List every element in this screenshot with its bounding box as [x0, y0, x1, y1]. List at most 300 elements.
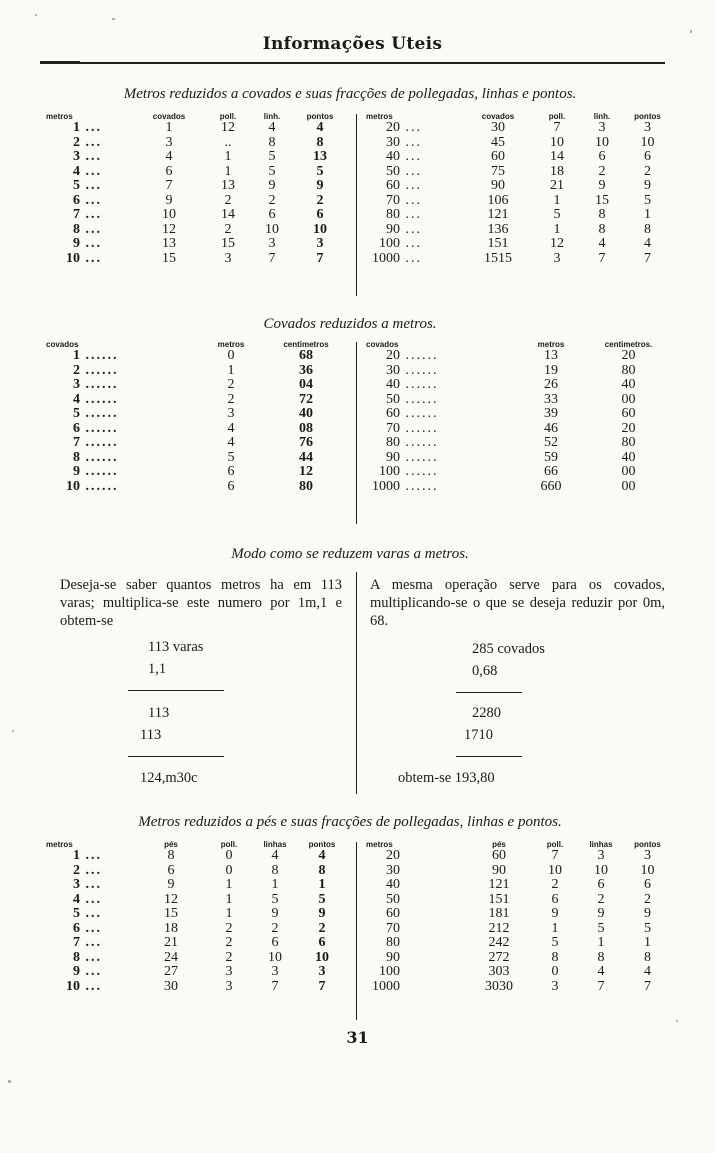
table-cell: 8 — [318, 862, 326, 878]
table-row — [366, 237, 671, 252]
row-label-cell — [366, 922, 466, 937]
section-title-metros-covados: Metros reduzidos a covados e suas fracções de pollegadas, linhas e pontos. — [123, 86, 577, 102]
table-row — [366, 393, 671, 408]
table-cell: 7 — [597, 978, 605, 994]
table-cell: 10 — [268, 949, 282, 965]
table-cell: 1 — [225, 877, 233, 892]
row-label: 40 — [386, 377, 400, 392]
row-label-cell — [46, 907, 136, 922]
section-title-metros-pes: Metros reduzidos a pés e suas fracções de pollegadas, linhas e pontos. — [138, 814, 562, 830]
row-label-cell — [46, 136, 132, 151]
row-label-cell — [366, 893, 466, 908]
table-cell: 3 — [644, 848, 651, 863]
row-label: 10 — [66, 250, 80, 266]
row-label-cell — [46, 223, 132, 238]
table-cell: 27 — [164, 964, 178, 979]
table-row — [46, 907, 346, 922]
table-cell: 3 — [597, 848, 605, 863]
table-cell: 136 — [487, 221, 509, 237]
table-cell: 4 — [316, 120, 324, 135]
table-cell: 6 — [227, 464, 235, 479]
table-cell: 3 — [227, 406, 235, 421]
row-label: 6 — [73, 920, 80, 936]
leader-dots: ... — [400, 207, 422, 222]
row-label-cell — [46, 965, 136, 980]
leader-dots: ...... — [80, 406, 119, 421]
row-label: 3 — [73, 377, 80, 392]
row-label-cell — [366, 936, 466, 951]
table-cell: 04 — [299, 377, 313, 392]
table-cell: 7 — [551, 848, 559, 863]
table-cell: 7 — [268, 250, 276, 266]
table-cell: 12 — [164, 891, 178, 907]
row-label-cell — [46, 393, 196, 408]
table-row — [46, 136, 346, 151]
leader-dots: ...... — [400, 478, 439, 494]
row-label-cell — [366, 393, 516, 408]
page-number: 31 — [346, 1028, 369, 1047]
table-cell: 6 — [167, 862, 175, 878]
row-label-cell — [366, 208, 462, 223]
table-cell: 151 — [487, 236, 509, 251]
table-row — [366, 864, 671, 879]
table-cell: 5 — [553, 207, 561, 222]
table-cell: 45 — [491, 134, 505, 150]
table-cell: 14 — [221, 207, 235, 222]
row-label: 1 — [73, 120, 80, 135]
table-row — [46, 121, 346, 136]
leader-dots: ...... — [400, 391, 439, 407]
leader-dots: ... — [80, 178, 102, 193]
table-cell: 2 — [224, 192, 232, 208]
page-header — [40, 26, 665, 64]
table-cell: 60 — [492, 848, 506, 863]
row-label-cell — [366, 194, 462, 209]
table-cell: 6 — [551, 891, 559, 907]
table-cell: 39 — [544, 406, 558, 421]
table-cell: 9 — [268, 178, 276, 193]
leader-dots: ...... — [400, 377, 439, 392]
calc-rule — [128, 690, 224, 691]
table-cell: 00 — [621, 391, 636, 407]
row-label-cell — [46, 878, 136, 893]
leader-dots: ... — [80, 978, 102, 994]
table-cell: 7 — [165, 178, 173, 193]
table-cell: 33 — [544, 391, 558, 407]
row-label-cell — [46, 980, 136, 995]
row-label: 30 — [386, 862, 400, 878]
table-cell: 3 — [165, 134, 173, 150]
table-cell: 1 — [553, 221, 561, 237]
table-cell: 2 — [318, 920, 326, 936]
table-cell: 21 — [164, 935, 178, 950]
table-covados-metros — [30, 338, 675, 528]
table-cell: 8 — [167, 848, 175, 863]
calc-right-line-1: 285 covados — [472, 641, 545, 657]
leader-dots: ... — [80, 848, 102, 863]
row-label: 9 — [73, 464, 80, 479]
table-row — [46, 364, 346, 379]
leader-dots: ...... — [80, 362, 119, 378]
table-cell: 80 — [621, 435, 636, 450]
table-cell: 60 — [621, 406, 636, 421]
calc-rule — [456, 756, 522, 757]
table-cell: 10 — [315, 949, 329, 965]
row-label-cell — [366, 364, 516, 379]
row-label: 30 — [386, 362, 400, 378]
leader-dots: ... — [80, 935, 102, 950]
table-cell: 44 — [299, 449, 313, 465]
table-row — [366, 849, 671, 864]
table-cell: 6 — [598, 149, 606, 164]
table-cell: 1 — [644, 207, 651, 222]
table-row — [366, 179, 671, 194]
column-header: covados — [46, 340, 79, 349]
table-cell: 3030 — [485, 978, 513, 994]
table-cell: 40 — [299, 406, 313, 421]
row-label: 30 — [386, 134, 400, 150]
table-cell: 6 — [318, 935, 326, 950]
column-header: pontos — [308, 840, 336, 849]
column-header: metros — [46, 840, 73, 849]
table-cell: 6 — [227, 478, 235, 494]
table-cell: 21 — [550, 178, 564, 193]
table-cell: 3 — [225, 978, 233, 994]
table-cell: 3 — [316, 236, 324, 251]
table-left-half — [46, 838, 346, 994]
table-row — [46, 422, 346, 437]
table-cell: 6 — [268, 207, 276, 222]
table-cell: 6 — [271, 935, 279, 950]
leader-dots: ... — [80, 891, 102, 907]
table-cell: 2 — [225, 935, 233, 950]
table-metros-covados — [30, 110, 675, 300]
table-cell: 13 — [544, 348, 558, 363]
leader-dots: ...... — [80, 449, 119, 465]
table-cell: 5 — [318, 891, 326, 907]
table-cell: 3 — [551, 978, 559, 994]
leader-dots: ...... — [80, 464, 119, 479]
row-label-cell — [46, 436, 196, 451]
table-cell: 1 — [165, 120, 173, 135]
table-cell: 121 — [488, 877, 510, 892]
table-cell: 10 — [550, 134, 564, 150]
leader-dots: ... — [400, 120, 422, 135]
row-label-cell — [366, 252, 462, 267]
leader-dots: ...... — [400, 464, 439, 479]
row-label: 2 — [73, 134, 80, 150]
leader-dots: ... — [400, 163, 422, 179]
table-cell: 15 — [164, 906, 178, 921]
table-cell: 6 — [597, 877, 605, 892]
calc-right-result: obtem-se 193,80 — [398, 770, 495, 786]
table-cell: 18 — [550, 163, 564, 179]
row-label: 1000 — [372, 250, 400, 266]
table-cell: 2 — [644, 163, 651, 179]
row-label: 20 — [386, 120, 400, 135]
table-row — [46, 407, 346, 422]
table-cell: 1 — [225, 891, 233, 907]
row-label-cell — [366, 451, 516, 466]
leader-dots: ... — [400, 250, 422, 266]
table-cell: 5 — [644, 192, 651, 208]
row-label-cell — [46, 893, 136, 908]
table-cell: 26 — [544, 377, 558, 392]
table-cell: 4 — [644, 236, 651, 251]
table-row — [46, 194, 346, 209]
table-cell: 10 — [594, 862, 608, 878]
table-cell: 8 — [644, 949, 651, 965]
table-cell: 8 — [551, 949, 559, 965]
table-cell: 9 — [165, 192, 173, 208]
table-row — [46, 465, 346, 480]
table-row — [366, 980, 671, 995]
table-cell: 4 — [318, 848, 326, 863]
table-cell: 212 — [488, 920, 510, 936]
table-row — [46, 223, 346, 238]
table-row — [366, 465, 671, 480]
leader-dots: ... — [80, 221, 102, 237]
table-cell: 76 — [299, 435, 313, 450]
table-cell: 151 — [488, 891, 510, 907]
row-label: 20 — [386, 848, 400, 863]
row-label-cell — [46, 951, 136, 966]
leader-dots: ... — [80, 964, 102, 979]
table-cell: 4 — [271, 848, 279, 863]
row-label-cell — [46, 121, 132, 136]
table-cell: 0 — [225, 848, 233, 863]
table-row — [366, 965, 671, 980]
row-label-cell — [366, 436, 516, 451]
leader-dots: ...... — [400, 362, 439, 378]
table-cell: 106 — [487, 192, 509, 208]
table-cell: 0 — [227, 348, 235, 363]
row-label: 10 — [66, 978, 80, 994]
table-cell: 18 — [164, 920, 178, 936]
table-cell: 2 — [271, 920, 279, 936]
row-label: 70 — [386, 192, 400, 208]
table-cell: 3 — [225, 964, 233, 979]
table-cell: 12 — [221, 120, 235, 135]
table-row — [46, 436, 346, 451]
table-cell: 3 — [318, 964, 326, 979]
table-cell: 15 — [162, 250, 176, 266]
row-label: 4 — [73, 891, 80, 907]
row-label: 6 — [73, 192, 80, 208]
calc-left-result: 124,m30c — [140, 770, 198, 786]
table-cell: 13 — [162, 236, 176, 251]
paper-speck — [112, 18, 115, 20]
row-label: 100 — [379, 964, 400, 979]
row-label-cell — [366, 465, 516, 480]
table-cell: 8 — [597, 949, 605, 965]
table-cell: 9 — [318, 906, 326, 921]
table-row — [366, 208, 671, 223]
table-cell: 9 — [597, 906, 605, 921]
row-label-cell — [366, 480, 516, 495]
table-right-half — [366, 338, 671, 494]
leader-dots: ...... — [400, 406, 439, 421]
paper-speck — [35, 14, 37, 16]
table-cell: 12 — [162, 221, 176, 237]
table-row — [366, 893, 671, 908]
column-header: metros — [46, 112, 73, 121]
table-row — [46, 480, 346, 495]
column-header: pés — [492, 840, 506, 849]
table-cell: 1 — [225, 906, 233, 921]
table-row — [46, 393, 346, 408]
row-label-cell — [46, 179, 132, 194]
table-row — [46, 980, 346, 995]
row-label: 8 — [73, 221, 80, 237]
row-label-cell — [46, 349, 196, 364]
calc-right-line-4: 1710 — [464, 727, 493, 743]
table-cell: 1 — [271, 877, 279, 892]
row-label-cell — [46, 849, 136, 864]
row-label-cell — [366, 165, 462, 180]
row-label: 100 — [379, 236, 400, 251]
table-cell: 14 — [550, 149, 564, 164]
row-label: 5 — [73, 906, 80, 921]
row-label: 8 — [73, 449, 80, 465]
column-header: metros — [366, 112, 393, 121]
leader-dots: ... — [80, 862, 102, 878]
table-left-half — [46, 338, 346, 494]
row-label-cell — [366, 150, 462, 165]
row-label-cell — [46, 378, 196, 393]
leader-dots: ...... — [80, 478, 119, 494]
table-cell: 9 — [644, 178, 651, 193]
leader-dots: ... — [80, 134, 102, 150]
calc-left-line-3: 113 — [148, 705, 170, 721]
table-row — [366, 407, 671, 422]
table-cell: 8 — [268, 134, 276, 150]
table-cell: 1 — [224, 149, 232, 164]
table-row — [46, 951, 346, 966]
table-row — [46, 864, 346, 879]
table-cell: 8 — [271, 862, 279, 878]
table-row — [46, 965, 346, 980]
table-cell: 6 — [165, 163, 173, 179]
row-label-cell — [366, 136, 462, 151]
leader-dots: ... — [400, 221, 422, 237]
row-label-cell — [46, 936, 136, 951]
table-cell: 5 — [227, 449, 235, 465]
table-cell: 9 — [644, 906, 651, 921]
table-cell: 13 — [221, 178, 235, 193]
paper-speck — [12, 730, 14, 732]
column-header: covados — [366, 340, 399, 349]
table-cell: 10 — [265, 221, 279, 237]
table-cell: 20 — [621, 348, 636, 363]
row-label-cell — [366, 965, 466, 980]
table-cell: 4 — [165, 149, 173, 164]
table-cell: 7 — [644, 250, 651, 266]
column-header: metros — [217, 340, 245, 349]
table-cell: 8 — [316, 134, 324, 150]
table-cell: 15 — [595, 192, 609, 208]
row-label: 3 — [73, 149, 80, 164]
column-header: linhas — [589, 840, 613, 849]
table-cell: 3 — [598, 120, 606, 135]
calc-right-line-2: 0,68 — [472, 663, 498, 679]
row-label-cell — [366, 907, 466, 922]
row-label-cell — [366, 422, 516, 437]
table-cell: 3 — [224, 250, 232, 266]
table-cell: 3 — [268, 236, 276, 251]
table-row — [366, 936, 671, 951]
row-label: 1 — [73, 348, 80, 363]
table-cell: 5 — [644, 920, 651, 936]
table-cell: 4 — [597, 964, 605, 979]
table-cell: 2 — [316, 192, 324, 208]
table-cell: 7 — [316, 250, 324, 266]
table-cell: 1 — [227, 362, 235, 378]
table-row — [46, 878, 346, 893]
row-label-cell — [366, 121, 462, 136]
paper-speck — [8, 1080, 11, 1083]
table-cell: 181 — [488, 906, 510, 921]
row-label: 7 — [73, 935, 80, 950]
page-title: Informações Uteis — [262, 34, 443, 54]
row-label-cell — [46, 407, 196, 422]
leader-dots: ... — [400, 134, 422, 150]
table-cell: 10 — [640, 134, 655, 150]
table-cell: 90 — [492, 862, 506, 878]
leader-dots: ...... — [400, 435, 439, 450]
table-cell: 36 — [299, 362, 313, 378]
leader-dots: ... — [80, 920, 102, 936]
row-label-cell — [366, 951, 466, 966]
column-divider — [356, 342, 357, 524]
table-row — [46, 451, 346, 466]
leader-dots: ...... — [80, 348, 119, 363]
table-cell: 08 — [299, 420, 313, 436]
table-cell: 0 — [225, 862, 233, 878]
calc-rule — [128, 756, 224, 757]
table-row — [366, 223, 671, 238]
table-cell: 80 — [299, 478, 313, 494]
table-left-half — [46, 110, 346, 266]
table-cell: 7 — [598, 250, 606, 266]
table-cell: 10 — [548, 862, 562, 878]
table-row — [46, 922, 346, 937]
table-cell: 2 — [598, 163, 606, 179]
table-cell: 1 — [551, 920, 559, 936]
row-label: 7 — [73, 207, 80, 222]
calc-left-line-1: 113 varas — [148, 639, 204, 655]
row-label: 3 — [73, 877, 80, 892]
column-header: poll. — [546, 840, 564, 849]
calc-rule — [456, 692, 522, 693]
row-label-cell — [46, 864, 136, 879]
table-cell: 2 — [225, 949, 233, 965]
table-row — [366, 480, 671, 495]
row-label: 1000 — [372, 978, 400, 994]
row-label: 2 — [73, 862, 80, 878]
row-label: 80 — [386, 935, 400, 950]
table-cell: 2 — [597, 891, 605, 907]
table-row — [366, 349, 671, 364]
table-cell: 52 — [544, 435, 558, 450]
leader-dots: ... — [80, 250, 102, 266]
leader-dots: ... — [80, 236, 102, 251]
leader-dots: ... — [400, 178, 422, 193]
table-cell: 3 — [644, 120, 651, 135]
row-label-cell — [366, 849, 466, 864]
table-cell: 9 — [551, 906, 559, 921]
table-cell: 75 — [491, 163, 505, 179]
